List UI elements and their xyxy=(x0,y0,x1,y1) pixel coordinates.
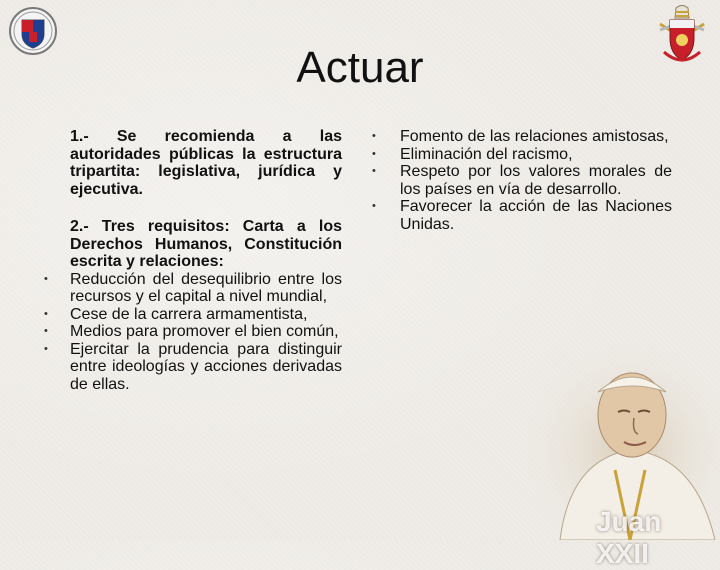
list-item: • Medios para promover el bien común, xyxy=(70,323,342,341)
left-column xyxy=(70,128,342,393)
left-paragraph-2: 2.- Tres requisitos: Carta a los Derechos Humanos, Constitución escrita y relaciones: xyxy=(70,218,342,270)
list-item: • Fomento de las relaciones amistosas, xyxy=(400,128,672,146)
right-column xyxy=(400,128,672,233)
list-item: • Favorecer la acción de las Naciones Unidas. xyxy=(400,198,672,233)
right-bullet-list xyxy=(400,128,672,233)
left-bullet-list xyxy=(70,271,342,394)
list-item: • Ejercitar la prudencia para distinguir entre ideologías y acciones derivadas de ellas. xyxy=(70,341,342,394)
list-item: • Cese de la carrera armamentista, xyxy=(70,306,342,324)
list-item: • Eliminación del racismo, xyxy=(400,146,672,164)
slide-title: Actuar xyxy=(296,43,424,92)
list-item: • Respeto por los valores morales de los países en vía de desarrollo. xyxy=(400,163,672,198)
portrait-caption: Juan XXII xyxy=(596,506,662,569)
left-paragraph-1: 1.- Se recomienda a las autoridades públicas la estructura tripartita: legislativa, jurídica y ejecutiva. xyxy=(70,128,342,198)
list-item: • Reducción del desequilibrio entre los recursos y el capital a nivel mundial, xyxy=(70,271,342,306)
